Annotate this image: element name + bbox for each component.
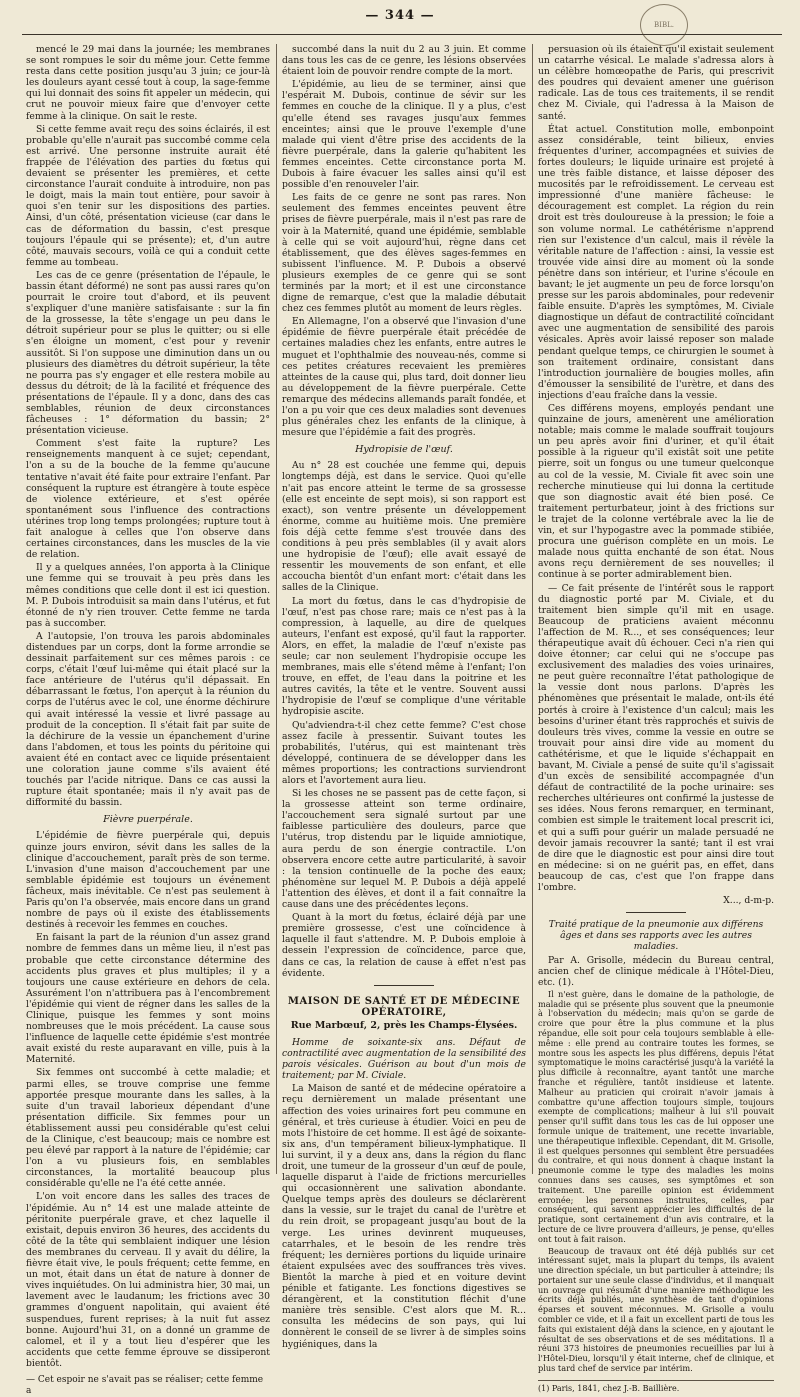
paragraph: L'épidémie, au lieu de se terminer, ainsi que l'espérait M. Dubois, continue de sévir sur les femmes en couche de la clinique. Il y a plus, c'est qu'elle étend ses ravages jusqu'aux femmes enceintes; ainsi que le prouve l'exemple d'une malade qui vient d'être prise des accidents de la fièvre puerpérale, dans la galerie qu'habitent les femmes enceintes. Cette circonstance porta M. Dubois à faire évacuer les salles ainsi qu'il est possible d'en renouveler l'air. (282, 79, 526, 191)
paragraph: Comment s'est faite la rupture? Les renseignements manquent à ce sujet; cependant, l'on a su de la bouche de la femme qu'aucune tentative n'avait été faite pour extraire l'enfant. Par conséquent la rupture est étrangère à toute espèce de violence extérieure, et s'est opérée spontanément sous l'influence des contractions utérines trop long temps prolongées; rupture tout à fait analogue à celles que l'on observe dans certaines circonstances, dans les muscles de la vie de relation. (26, 438, 270, 561)
case-title: Homme de soixante-six ans. Défaut de contractilité avec augmentation de la sensibilité des parois vésicales. Guérison au bout d'un mois de traitement; par M. Civiale. (282, 1036, 526, 1082)
section-divider (626, 912, 686, 913)
section-title-maison-de-sante: MAISON DE SANTÉ ET DE MÉDECINE OPÉRATOIRE, (287, 995, 521, 1018)
paragraph: État actuel. Constitution molle, embonpoint assez considérable, teint bilieux, envies fréquentes d'uriner, accompagnées et suivies de fortes douleurs; le liquide urinaire est projeté à une très faible distance, et laisse déposer des mucosités par le refroidissement. Le cerveau est impressionné d'une manière fâcheuse: le découragement est complet. La région du rein droit est très douloureuse à la pression; le foie a son volume normal. Le cathétérisme n'apprend rien sur l'existence d'un calcul, mais il révèle la véritable nature de l'affection : ainsi, la vessie est trouvée vide ainsi dire au moment où la sonde pénètre dans son intérieur, et l'urine s'écoule en bavant; le jet augmente un peu de force lorsqu'on presse sur les parois abdominales, pour redevenir faible ensuite. D'après les symptômes, M. Civiale diagnostique un défaut de contractilité coïncidant avec une augmentation de sensibilité des parois vésicales. Après avoir laissé reposer son malade pendant quelque temps, ce chirurgien le soumet à son traitement ordinaire, consistant dans l'introduction journalière de bougies molles, afin d'émousser la sensibilité de l'urètre, et dans des injections d'eau fraîche dans la vessie. (538, 123, 774, 401)
paragraph: — Ce fait présente de l'intérêt sous le rapport du diagnostic porté par M. Civiale, et du traitement bien simple qu'il mit en usage. Beaucoup de praticiens avaient méconnu l'affection de M. R..., et ses conséquences; leur thérapeutique avait dû échouer. Ceci n'a rien qui doive étonner; car celui qui ne s'occupe pas exclusivement des maladies des voies urinaires, ne peut guère reconnaître l'état pathologique de la vessie dont nous parlons. D'après les phénomènes que présentait le malade, ont-ils été portés à croire à l'existence d'un calcul; mais les besoins d'uriner étant très rapprochés et suivis de douleurs très vives, comme la vessie en outre se trouvait pour ainsi dire vide au moment du cathétérisme, et que le liquide s'échappait en bavant, M. Civiale a pensé de suite qu'il s'agissait d'un excès de sensibilité accompagnée d'un défaut de contractilité de la poche urinaire: ses recherches ultérieures ont confirmé la justesse de ses idées. Nous ferons remarquer, en terminant, combien est simple le traitement local prescrit ici, et qui a suffi pour guérir un malade persuadé ne devoir jamais recouvrer la santé; tant il est vrai de dire que le diagnostic est pour ainsi dire tout en médecine: si on ne guérit pas, en effet, dans beaucoup de cas, c'est que l'on frappe dans l'ombre. (538, 582, 774, 894)
footnote: (1) Paris, 1841, chez J.-B. Baillière. (538, 1380, 774, 1394)
paragraph: Ces différens moyens, employés pendant une quinzaine de jours, amenèrent une amélioration notable; mais comme le malade souffrait toujours un peu après avoir fini d'uriner, et qu'il était possible à la rigueur qu'il existât soit une petite pierre, soit un fongus ou une tumeur quelconque au col de la vessie, M. Civiale fit avec soin une recherche minutieuse qui lui donna la certitude que son diagnostic avait été bien posé. Ce traitement perturbateur, joint à des frictions sur le trajet de la colonne vertébrale avec la lie de vin, et sur l'hypogastre avec la pommade stibiée, procura une guérison complète en un mois. Le malade nous quitta enchanté de son état. Nous avons reçu dernièrement de ses nouvelles; il continue à se porter admirablement bien. (538, 403, 774, 581)
review-author: Par A. Grisolle, médecin du Bureau central, ancien chef de clinique médicale à l'Hôtel-Dieu, etc. (1). (538, 954, 774, 988)
subheading-hydropisie: Hydropisie de l'œuf. (355, 444, 453, 456)
review-body (538, 990, 774, 1374)
paragraph: Qu'adviendra-t-il chez cette femme? C'est chose assez facile à pressentir. Suivant toutes les probabilités, l'utérus, qui est maintenant très développé, continuera de se développer dans les mêmes proportions; les contractions surviendront alors et l'avortement aura lieu. (282, 719, 526, 786)
paragraph: Les faits de ce genre ne sont pas rares. Non seulement des femmes enceintes peuvent être prises de fièvre puerpérale, mais il n'est pas rare de voir à la Maternité, quand une épidémie, semblable à celle qui se voit aujourd'hui, règne dans cet établissement, que des élèves sages-femmes en subissent l'influence. M. P. Dubois a observé plusieurs exemples de ce genre qui se sont terminés par la mort; et il est une circonstance digne de remarque, c'est que la maladie débutait chez ces femmes plutôt au moment de leurs règles. (282, 192, 526, 315)
paragraph: Au n° 28 est couchée une femme qui, depuis longtemps déjà, est dans le service. Quoi qu'elle n'ait pas encore atteint le terme de sa grossesse (elle est enceinte de sept mois), si son rapport est exact), son ventre présente un développement énorme, comme au huitième mois. Une première fois déjà cette femme s'est trouvée dans des conditions à peu près semblables (il y avait alors une hydropisie de l'œuf); elle avait essayé de ressentir les mouvements de son enfant, et elle accoucha bientôt d'un enfant mort: c'était dans les salles de la Clinique. (282, 460, 526, 594)
library-stamp: BIBL. (640, 4, 688, 46)
paragraph: Il n'est guère, dans le domaine de la pathologie, de maladie qui se présente plus souvent que la pneumonie à l'observation du médecin; mais qu'on se garde de croire que pour être la plus commune et la plus répandue, elle soit pour cela toujours semblable à elle-même : elle prend au contraire toutes les formes, se montre sous les aspects les plus différens, depuis l'état symptomatique le moins caractérisé jusqu'à la variété la plus difficile à reconnaître, ayant tantôt une marche franche et régulière, tantôt insidieuse et latente. Malheur au praticien qui croirait n'avoir jamais à combattre qu'une affection toujours simple, toujours exempte de complications; malheur à lui s'il pouvait penser qu'il suffit dans tous les cas de lui opposer une formule unique de traitement, une recette invariable, une thérapeutique inflexible. Cependant, dit M. Grisolle, il est quelques personnes qui semblent être persuadées du contraire, et qui nous donnent à chaque instant la pneumonie comme le type des maladies les moins connues dans ses causes, ses symptômes et son traitement. Une pareille opinion est évidemment erronée; les personnes instruites, celles, par conséquent, qui savent apprécier les difficultés de la pratique, sont certainement d'un avis contraire, et la lecture de ce livre prouvera d'ailleurs, je pense, qu'elles ont tout à fait raison. (538, 988, 774, 1244)
author-signature: X..., d-m-p. (723, 895, 774, 907)
paragraph: Les cas de ce genre (présentation de l'épaule, le bassin étant déformé) ne sont pas aussi rares qu'on pourrait le croire tout d'abord, et ils peuvent s'expliquer d'une manière satisfaisante : sur la fin de la grossesse, la tête s'engage un peu dans le détroit supérieur pour se plus le quitter; ou si elle s'en éloigne un moment, c'est pour y revenir aussitôt. Si l'on suppose une diminution dans un ou plusieurs des diamètres du détroit supérieur, la tête ne pourra pas s'y engager et elle restera mobile au dessus du détroit; de là la facilité et fréquence des présentations de l'épaule. Il y a donc, dans des cas semblables, réunion de deux circonstances fâcheuses : 1° déformation du bassin; 2° présentation vicieuse. (26, 269, 270, 437)
subheading-fievre-puerperale: Fièvre puerpérale. (103, 814, 193, 826)
column-3 (538, 44, 774, 1394)
column-2 (282, 44, 526, 1352)
paragraph: Il y a quelques années, l'on apporta à la Clinique une femme qui se trouvait à peu près dans les mêmes conditions que celle dont il est ici question. M. P. Dubois introduisit sa main dans l'utérus, et fut étonné de n'y rien trouver. Cette femme ne tarda pas à succomber. (26, 562, 270, 629)
paragraph: succombé dans la nuit du 2 au 3 juin. Et comme dans tous les cas de ce genre, les lésions observées étaient loin de pouvoir rendre compte de la mort. (282, 44, 526, 78)
paragraph: Quant à la mort du fœtus, éclairé déjà par une première grossesse, c'est une coïncidence à laquelle il faut s'attendre. M. P. Dubois emploie à dessein l'expression de coïncidence, parce que, dans ce cas, la relation de cause à effet n'est pas évidente. (282, 912, 526, 979)
paragraph: L'on voit encore dans les salles des traces de l'épidémie. Au n° 14 est une malade atteinte de péritonite puerpérale grave, et chez laquelle il existait, depuis environ 36 heures, des accidents du côté de la tête qui semblaient indiquer une lésion des membranes du cerveau. Il y avait du délire, la fièvre était vive, le pouls fréquent; cette femme, en un mot, était dans un état de nature à donner de vives inquiétudes. On lui administra hier, 30 mai, un lavement avec le laudanum; les frictions avec 30 grammes d'onguent napolitain, qui avaient été suspendues, furent reprises; à la nuit fut assez bonne. Aujourd'hui 31, on a donné un gramme de calomel, et il y a tout lieu d'espérer que les accidents que cette femme éprouve se dissiperont bientôt. (26, 1191, 270, 1369)
section-address: Rue Marbœuf, 2, près les Champs-Élysées. (290, 1019, 518, 1031)
column-divider (276, 44, 277, 1174)
column-1 (26, 44, 270, 1397)
paragraph: Six femmes ont succombé à cette maladie; et parmi elles, se trouve comprise une femme apportée presque mourante dans les salles, à la suite d'un travail laborieux dépendant d'une présentation difficile. Six femmes pour un établissement aussi peu considérable qu'est celui de la Clinique, c'est beaucoup; mais ce nombre est peu élevé par rapport à la nature de l'épidémie; car l'on a vu plusieurs fois, en semblables circonstances, la mortalité beaucoup plus considérable qu'elle ne l'a été cette année. (26, 1067, 270, 1190)
paragraph: persuasion où ils étaient qu'il existait seulement un catarrhe vésical. Le malade s'adressa alors à un célèbre homœopathe de Paris, qui prescrivit des poudres qui devaient amener une guérison radicale. Las de tous ces traitements, il se rendit chez M. Civiale, qui l'adressa à la Maison de santé. (538, 44, 774, 122)
section-divider (374, 985, 434, 986)
column-divider (532, 44, 533, 1174)
paragraph: L'épidémie de fièvre puerpérale qui, depuis quinze jours environ, sévit dans les salles de la clinique d'accouchement, paraît près de son terme. L'invasion d'une maison d'accouchement par une semblable épidémie est toujours un événement fâcheux, mais inévitable. Ce n'est pas seulement à Paris qu'on l'a observée, mais encore dans un grand nombre de pays où il existe des établissements destinés à recevoir les femmes en couches. (26, 830, 270, 931)
paragraph: En faisant la part de la réunion d'un assez grand nombre de femmes dans un même lieu, il n'est pas probable que cette circonstance détermine des accidents plus graves et plus multiples; il y a toujours une cause extérieure en dehors de cela. Assurément l'on n'attribuera pas à l'encombrement l'épidémie qui vient de régner dans les salles de la Clinique, puisque les femmes y sont moins nombreuses que le mois précédent. La cause sous l'influence de laquelle cette épidémie s'est montrée avait existé du reste auparavant en ville, puis à la Maternité. (26, 932, 270, 1066)
page-number: — 344 — (365, 8, 435, 23)
paragraph: La mort du fœtus, dans le cas d'hydropisie de l'œuf, n'est pas chose rare; mais ce n'est pas à la compression, à laquelle, au dire de quelques auteurs, l'enfant est exposé, qu'il faut la rapporter. Alors, en effet, la maladie de l'œuf n'existe pas seule; car non seulement l'hydropisie occupe les membranes, mais elle s'étend même à l'enfant; l'on trouve, en effet, de l'eau dans la poitrine et les autres cavités, la tête et le ventre. Souvent aussi l'hydropisie de l'œuf se complique d'une véritable hydropisie ascite. (282, 595, 526, 718)
paragraph: Si les choses ne se passent pas de cette façon, si la grossesse atteint son terme ordinaire, l'accouchement sera signalé surtout par une faiblesse particulière des douleurs, parce que l'utérus, trop distendu par le liquide amniotique, aura perdu de son énergie contractile. L'on observera encore cette autre particularité, à savoir : la tension continuelle de la poche des eaux; phénomène sur lequel M. P. Dubois a déjà appelé l'attention des élèves, et dont il a fait connaître la cause dans une des précédentes leçons. (282, 788, 526, 911)
paragraph: Si cette femme avait reçu des soins éclairés, il est probable qu'elle n'aurait pas succombé comme cela est arrivé. Une personne instruite aurait été frappée de l'élévation des parties du fœtus qui devaient se présenter les premières, et cette circonstance l'aurait conduite à introduire, non pas le doigt, mais la main tout entière, pour savoir à quoi s'en tenir sur les dispositions des parties. Ainsi, d'un côté, présentation vicieuse (car dans le cas de déformation du bassin, c'est presque toujours l'épaule qui se présente); et, d'un autre côté, mauvais secours, voilà ce qui a conduit cette femme au tombeau. (26, 123, 270, 268)
review-title: Traité pratique de la pneumonie aux différens âges et dans ses rapports avec les autres maladies. (548, 919, 764, 953)
paragraph: La Maison de santé et de médecine opératoire a reçu dernièrement un malade présentant une affection des voies urinaires fort peu commune en général, et très curieuse à étudier. Voici en peu de mots l'histoire de cet homme. Il est âgé de soixante-six ans, d'un tempérament bilieux-lymphatique. Il lui survint, il y a deux ans, dans la région du flanc droit, une tumeur de la grosseur d'un œuf de poule, laquelle disparut à l'aide de frictions mercurielles qui occasionnèrent une salivation abondante. Quelque temps après des douleurs se déclarèrent dans la vessie, sur le trajet du canal de l'urètre et du rein droit, se propageant jusqu'au bout de la verge. Les urines devinrent muqueuses, catarrhales, et le besoin de les rendre très fréquent; les dernières portions du liquide urinaire étaient expulsées avec des souffrances très vives. Bientôt la marche à pied et en voiture devint pénible et fatigante. Les fonctions digestives se dérangèrent, et la constitution fléchit d'une manière très sensible. C'est alors que M. R... consulta les médecins de son pays, qui lui donnèrent le conseil de se livrer à de simples soins hygiéniques, dans la (282, 1083, 526, 1350)
paragraph: En Allemagne, l'on a observé que l'invasion d'une épidémie de fièvre puerpérale était précédée de certaines maladies chez les enfants, entre autres le muguet et l'ophthalmie des nouveau-nés, comme si ces petites créatures recevaient les premières atteintes de la cause qui, plus tard, doit donner lieu au développement de la fièvre puerpérale. Cette remarque des médecins allemands paraît fondée, et l'on a pu voir que ces deux maladies sont devenues plus générales chez les enfants de la clinique, à mesure que l'épidémie a fait des progrès. (282, 316, 526, 439)
paragraph: mencé le 29 mai dans la journée; les membranes se sont rompues le soir du même jour. Cette femme resta dans cette position jusqu'au 3 juin; ce jour-là les douleurs ayant cessé tout à coup, la sage-femme qui lui donnait des soins fit appeler un médecin, qui crut ne pouvoir mieux faire que d'envoyer cette femme à la clinique. On sait le reste. (26, 44, 270, 122)
header-rule (22, 34, 782, 35)
paragraph: A l'autopsie, l'on trouva les parois abdominales distendues par un corps, dont la forme arrondie se dessinait parfaitement sur ces mêmes parois : ce corps, c'était l'œuf lui-même qui était placé sur la face antérieure de l'utérus qu'il dépassait. En débarrassant le fœtus, l'on aperçut à la réunion du corps de l'utérus avec le col, une énorme déchirure qui avait intéressé la vessie et livré passage au produit de la conception. Il s'était fait par suite de la déchirure de la vessie un épanchement d'urine dans l'abdomen, et tous les points du péritoine qui avaient été en contact avec ce liquide présentaient une coloration jaune comme s'ils avaient été touchés par l'acide nitrique. Dans ce cas aussi la rupture était spontanée; mais il n'y avait pas de difformité du bassin. (26, 630, 270, 809)
paragraph: — Cet espoir ne s'avait pas se réaliser; cette femme a (26, 1374, 264, 1397)
paragraph: Beaucoup de travaux ont été déjà publiés sur cet intéressant sujet, mais la plupart du temps, ils avaient une direction spéciale, un but particulier à atteindre; ils portaient sur une seule classe d'individus, et il manquait un ouvrage qui résumât d'une manière méthodique les écrits déjà publiés, une synthèse de tant d'opinions éparses et souvent méconnues. M. Grisolle a voulu combler ce vide, et il a fait un excellent parti de tous les faits qui existaient déjà dans la science, en y ajoutant le résultat de ses observations et de ses méditations. Il a réuni 373 histoires de pneumonies recueillies par lui à l'Hôtel-Dieu, lorsqu'il y était interne, chef de clinique, et plus tard chef de service par intérim. (538, 1245, 774, 1374)
